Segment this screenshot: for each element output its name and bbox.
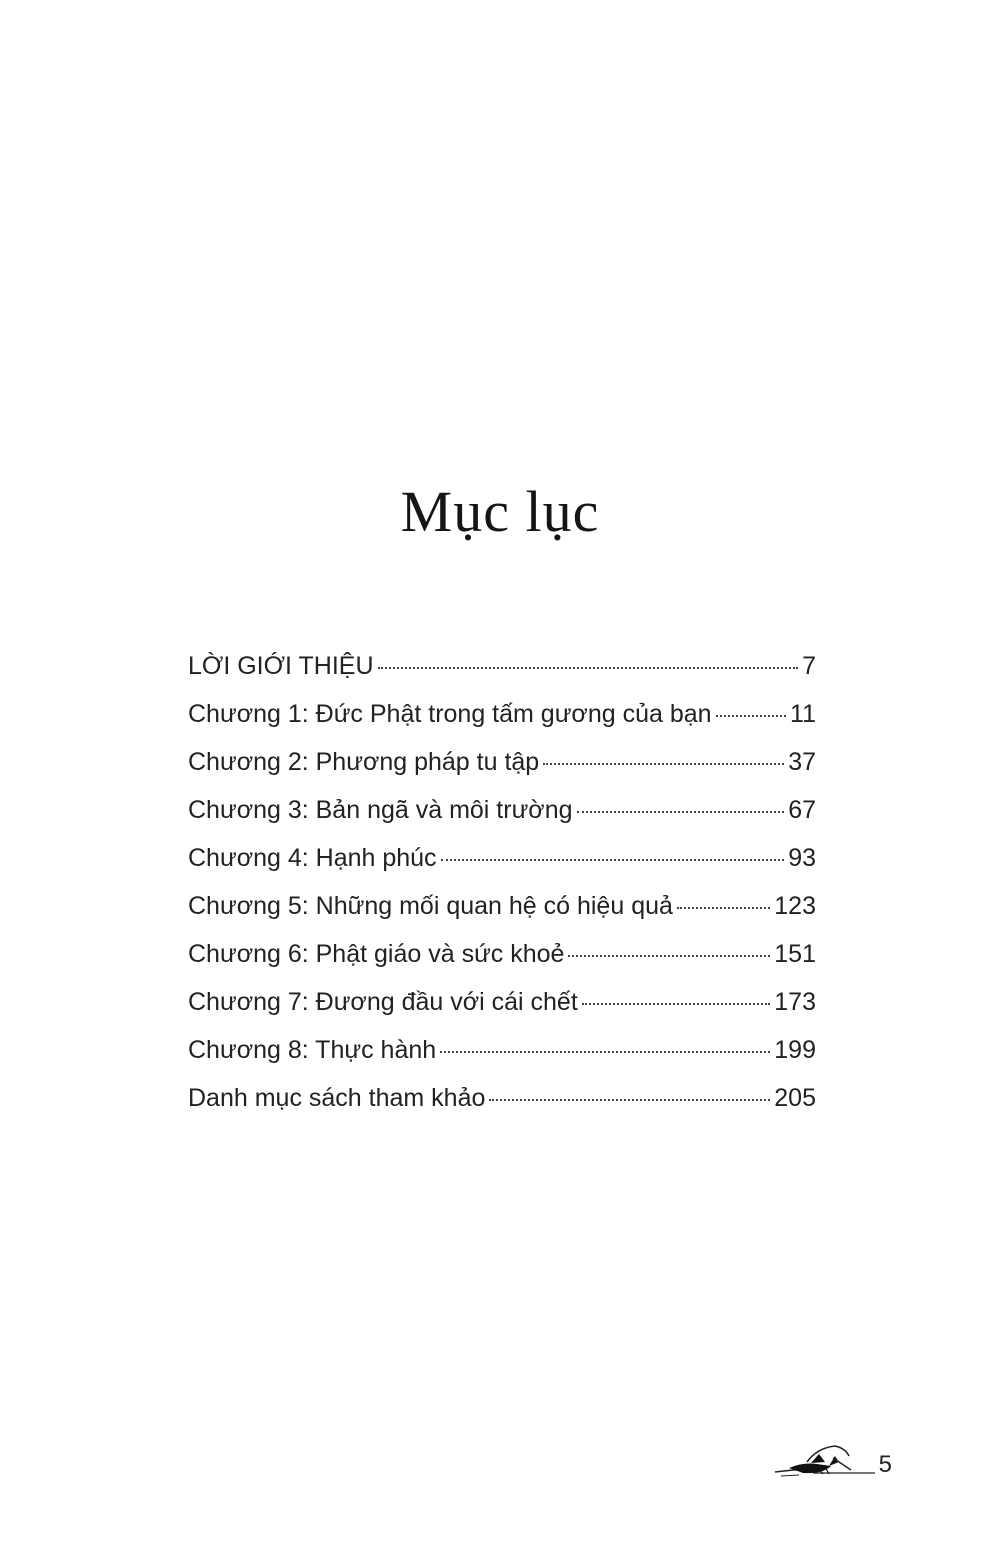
dot-leader [440, 1051, 770, 1053]
dot-leader [716, 715, 786, 717]
toc-entry [188, 834, 816, 882]
toc-entry-page: 11 [790, 700, 816, 728]
dot-leader [582, 1003, 770, 1005]
dot-leader [441, 859, 785, 861]
toc-entry-page: 199 [774, 1036, 816, 1064]
toc-entry [188, 930, 816, 978]
toc-entry [188, 1026, 816, 1074]
sampan-boat-icon [773, 1436, 877, 1478]
page-title: Mục lục [400, 479, 600, 544]
toc-entry [188, 642, 816, 690]
toc-entry-label: Chương 4: Hạnh phúc [188, 844, 437, 872]
toc-entry-label: Chương 5: Những mối quan hệ có hiệu quả [188, 892, 673, 920]
dot-leader [677, 907, 770, 909]
page-footer [773, 1436, 892, 1478]
page-number: 5 [878, 1451, 892, 1478]
toc-entry-label: Chương 6: Phật giáo và sức khoẻ [188, 940, 565, 968]
toc-entry [188, 738, 816, 786]
toc-entry-page: 173 [774, 988, 816, 1016]
toc-entry [188, 882, 816, 930]
toc-entry [188, 786, 816, 834]
toc-entry-label: Chương 1: Đức Phật trong tấm gương của bạn [188, 700, 712, 728]
toc-entry-label: LỜI GIỚI THIỆU [188, 652, 374, 680]
toc-entry-page: 93 [788, 844, 816, 872]
toc-entry-page: 37 [788, 748, 816, 776]
dot-leader [568, 955, 770, 957]
toc-entry [188, 690, 816, 738]
dot-leader [577, 811, 785, 813]
dot-leader [543, 763, 784, 765]
table-of-contents [188, 642, 816, 1122]
toc-entry-label: Chương 8: Thực hành [188, 1036, 437, 1064]
toc-entry [188, 1074, 816, 1122]
dot-leader [489, 1099, 770, 1101]
toc-entry-page: 7 [802, 652, 816, 680]
toc-entry-label: Danh mục sách tham khảo [188, 1084, 486, 1112]
toc-entry-label: Chương 2: Phương pháp tu tập [188, 748, 540, 776]
toc-entry-page: 205 [774, 1084, 816, 1112]
dot-leader [378, 667, 799, 669]
toc-entry-label: Chương 3: Bản ngã và môi trường [188, 796, 573, 824]
toc-entry [188, 978, 816, 1026]
toc-entry-page: 67 [788, 796, 816, 824]
toc-entry-page: 151 [774, 940, 816, 968]
toc-entry-label: Chương 7: Đương đầu với cái chết [188, 988, 578, 1016]
toc-entry-page: 123 [774, 892, 816, 920]
